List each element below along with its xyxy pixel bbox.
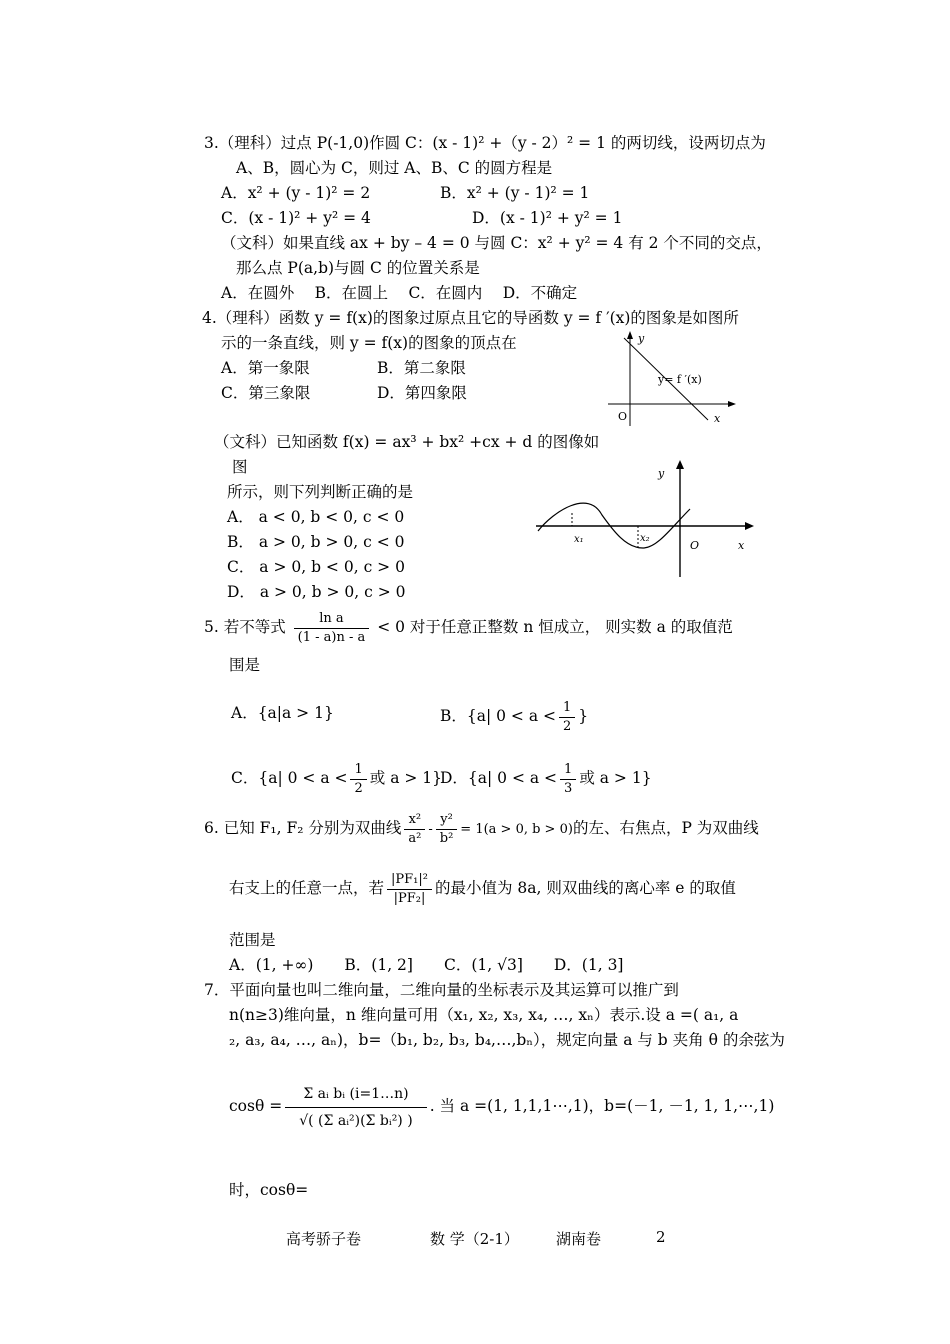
q6-frac-y — [436, 811, 458, 848]
q6-options: A．(1, +∞) B．(1, 2] C．(1, √3] D．(1, 3] — [229, 956, 624, 974]
cubic-graph-figure — [532, 455, 757, 580]
fig1-line-label: y= f ′(x) — [658, 373, 702, 386]
q3-line-2: A、B，圆心为 C，则过 A、B、C 的圆方程是 — [236, 159, 553, 177]
q6-suffix: 的左、右焦点，P 为双曲线 — [572, 819, 759, 837]
fig1-origin-label: O — [618, 410, 628, 423]
fig2-x1-label: x₁ — [574, 534, 584, 545]
q4-wen-option-b: B． a > 0, b > 0, c < 0 — [227, 533, 405, 551]
q5-prefix: 5. 若不等式 — [204, 618, 286, 636]
q3-line-1: 3.（理科）过点 P(-1,0)作圆 C：(x - 1)² +（y - 2）² = 1 的两切线，设两切点为 — [204, 134, 766, 152]
q7-cos-frac-num: Σ aᵢ bᵢ (i=1…n) — [285, 1081, 426, 1108]
q5-option-d-frac — [560, 761, 576, 798]
q5-option-a: A．{a|a > 1} — [231, 704, 334, 722]
footer-subject: 数 学（2-1） — [430, 1230, 519, 1248]
footer-region: 湖南卷 — [556, 1230, 602, 1248]
q7-cos: cosθ = — [229, 1097, 283, 1115]
q5-option-c-post: 或 a > 1} — [369, 769, 442, 787]
q4-wen-option-d: D． a > 0, b > 0, c > 0 — [227, 583, 406, 601]
q5-option-c — [231, 760, 442, 798]
fig2-x-arrow — [745, 522, 754, 530]
q7-cos-frac-den: √( (Σ aᵢ²)(Σ bᵢ²) ) — [299, 1112, 413, 1129]
q6-frac-y-den: b² — [439, 830, 454, 846]
q5-option-b-pre: B．{a| 0 < a < — [440, 707, 557, 725]
q5-option-c-num: 1 — [350, 761, 366, 780]
q4-line-2: 示的一条直线，则 y = f(x)的图象的顶点在 — [221, 334, 517, 352]
q5-frac-num: ln a — [294, 610, 370, 629]
q5-fraction — [294, 610, 370, 647]
footer-page-number: 2 — [656, 1228, 666, 1246]
q7-when: . 当 a =(1, 1,1,1⋯,1)，b=(－1, －1, 1, 1,⋯,1) — [429, 1097, 775, 1115]
q4-wen-line-3: 所示，则下列判断正确的是 — [227, 483, 414, 501]
fig2-x2-label: x₂ — [640, 533, 650, 544]
q6-minus: - — [428, 822, 433, 837]
fig2-x-label: x — [738, 539, 745, 552]
q7-line-2: n(n≥3)维向量，n 维向量可用（x₁, x₂, x₃, x₄, …, xₙ）表示.设 a =( a₁, a — [229, 1006, 739, 1024]
fig1-y-arrow — [627, 331, 633, 339]
q5-line-1 — [204, 607, 733, 647]
q5-option-d — [440, 760, 652, 798]
q7-line-3: ₂, a₃, a₄, …, aₙ)，b=（b₁, b₂, b₃, b₄,…,bₙ），规定向量 a 与 b 夹角 θ 的余弦为 — [229, 1031, 785, 1049]
fig1-x-label: x — [714, 412, 721, 425]
q5-option-b-post: } — [578, 707, 589, 725]
q3-wen-line-2: 那么点 P(a,b)与圆 C 的位置关系是 — [236, 259, 480, 277]
q4-line-1: 4.（理科）函数 y = f(x)的图象过原点且它的导函数 y = f ′(x)的图象是如图所 — [202, 309, 739, 327]
q3-wen-options: A．在圆外 B．在圆上 C．在圆内 D．不确定 — [221, 284, 578, 302]
q5-option-c-frac — [350, 761, 366, 798]
q5-option-d-num: 1 — [560, 761, 576, 780]
q7-line-1: 7．平面向量也叫二维向量，二维向量的坐标表示及其运算可以推广到 — [204, 981, 679, 999]
q3-wen-line-1: （文科）如果直线 ax + by – 4 = 0 与圆 C：x² + y² = 4 有 2 个不同的交点， — [221, 234, 772, 252]
q6-prefix: 6. 已知 F₁, F₂ 分别为双曲线 — [204, 819, 402, 837]
q4-wen-line-2: 图 — [232, 458, 248, 476]
footer-title: 高考骄子卷 — [286, 1230, 362, 1248]
q7-cos-frac — [285, 1081, 426, 1134]
fig2-origin-label: O — [690, 539, 700, 552]
q5-option-b-num: 1 — [559, 699, 575, 718]
q4-option-d: D．第四象限 — [377, 384, 467, 402]
q4-wen-option-a: A． a < 0, b < 0, c < 0 — [227, 508, 405, 526]
derivative-line-figure — [600, 328, 750, 430]
q5-option-d-pre: D．{a| 0 < a < — [440, 769, 558, 787]
q7-line-5: 时，cosθ= — [229, 1181, 309, 1199]
q3-option-c: C．(x - 1)² + y² = 4 — [221, 209, 371, 227]
q4-wen-line-1: （文科）已知函数 f(x) = ax³ + bx² +cx + d 的图像如 — [214, 433, 600, 451]
q5-option-d-den: 3 — [564, 780, 573, 796]
fig1-y-label: y — [638, 332, 645, 345]
q6-ratio-den: |PF₂| — [393, 890, 426, 906]
q3-option-b: B．x² + (y - 1)² = 1 — [440, 184, 590, 202]
q6-line-2-post: 的最小值为 8a, 则双曲线的离心率 e 的取值 — [434, 879, 736, 897]
q5-option-c-pre: C．{a| 0 < a < — [231, 769, 348, 787]
q5-option-b-frac — [559, 699, 575, 736]
q4-wen-option-c: C． a > 0, b < 0, c > 0 — [227, 558, 405, 576]
q5-suffix: < 0 对于任意正整数 n 恒成立， 则实数 a 的取值范 — [377, 618, 733, 636]
q6-line-2-pre: 右支上的任意一点，若 — [229, 879, 385, 897]
q3-option-a: A．x² + (y - 1)² = 2 — [221, 184, 371, 202]
q6-line-2 — [229, 866, 736, 910]
q6-ratio-frac — [387, 871, 432, 908]
q5-option-c-den: 2 — [354, 780, 363, 796]
q3-option-d: D．(x - 1)² + y² = 1 — [472, 209, 623, 227]
q4-option-a: A．第一象限 — [221, 359, 310, 377]
q5-option-b-den: 2 — [563, 718, 572, 734]
fig2-y-label: y — [658, 467, 665, 480]
q5-option-b — [440, 698, 588, 736]
q6-line-1 — [204, 808, 759, 850]
q4-option-b: B．第二象限 — [377, 359, 466, 377]
q4-option-c: C．第三象限 — [221, 384, 311, 402]
q7-formula-line — [229, 1076, 774, 1136]
q6-line-3: 范围是 — [229, 931, 276, 949]
q5-option-d-post: 或 a > 1} — [579, 769, 652, 787]
q6-frac-x — [404, 811, 425, 848]
fig1-x-arrow — [728, 401, 736, 407]
fig2-y-arrow — [676, 460, 684, 469]
q6-condition: = 1(a > 0, b > 0) — [460, 822, 573, 837]
q5-frac-den: (1 - a)n - a — [297, 629, 366, 645]
q6-frac-x-den: a² — [408, 830, 422, 846]
q5-line-2: 围是 — [229, 656, 261, 674]
q6-frac-y-num: y² — [436, 811, 458, 830]
q6-frac-x-num: x² — [404, 811, 425, 830]
q6-ratio-num: |PF₁|² — [387, 871, 432, 890]
